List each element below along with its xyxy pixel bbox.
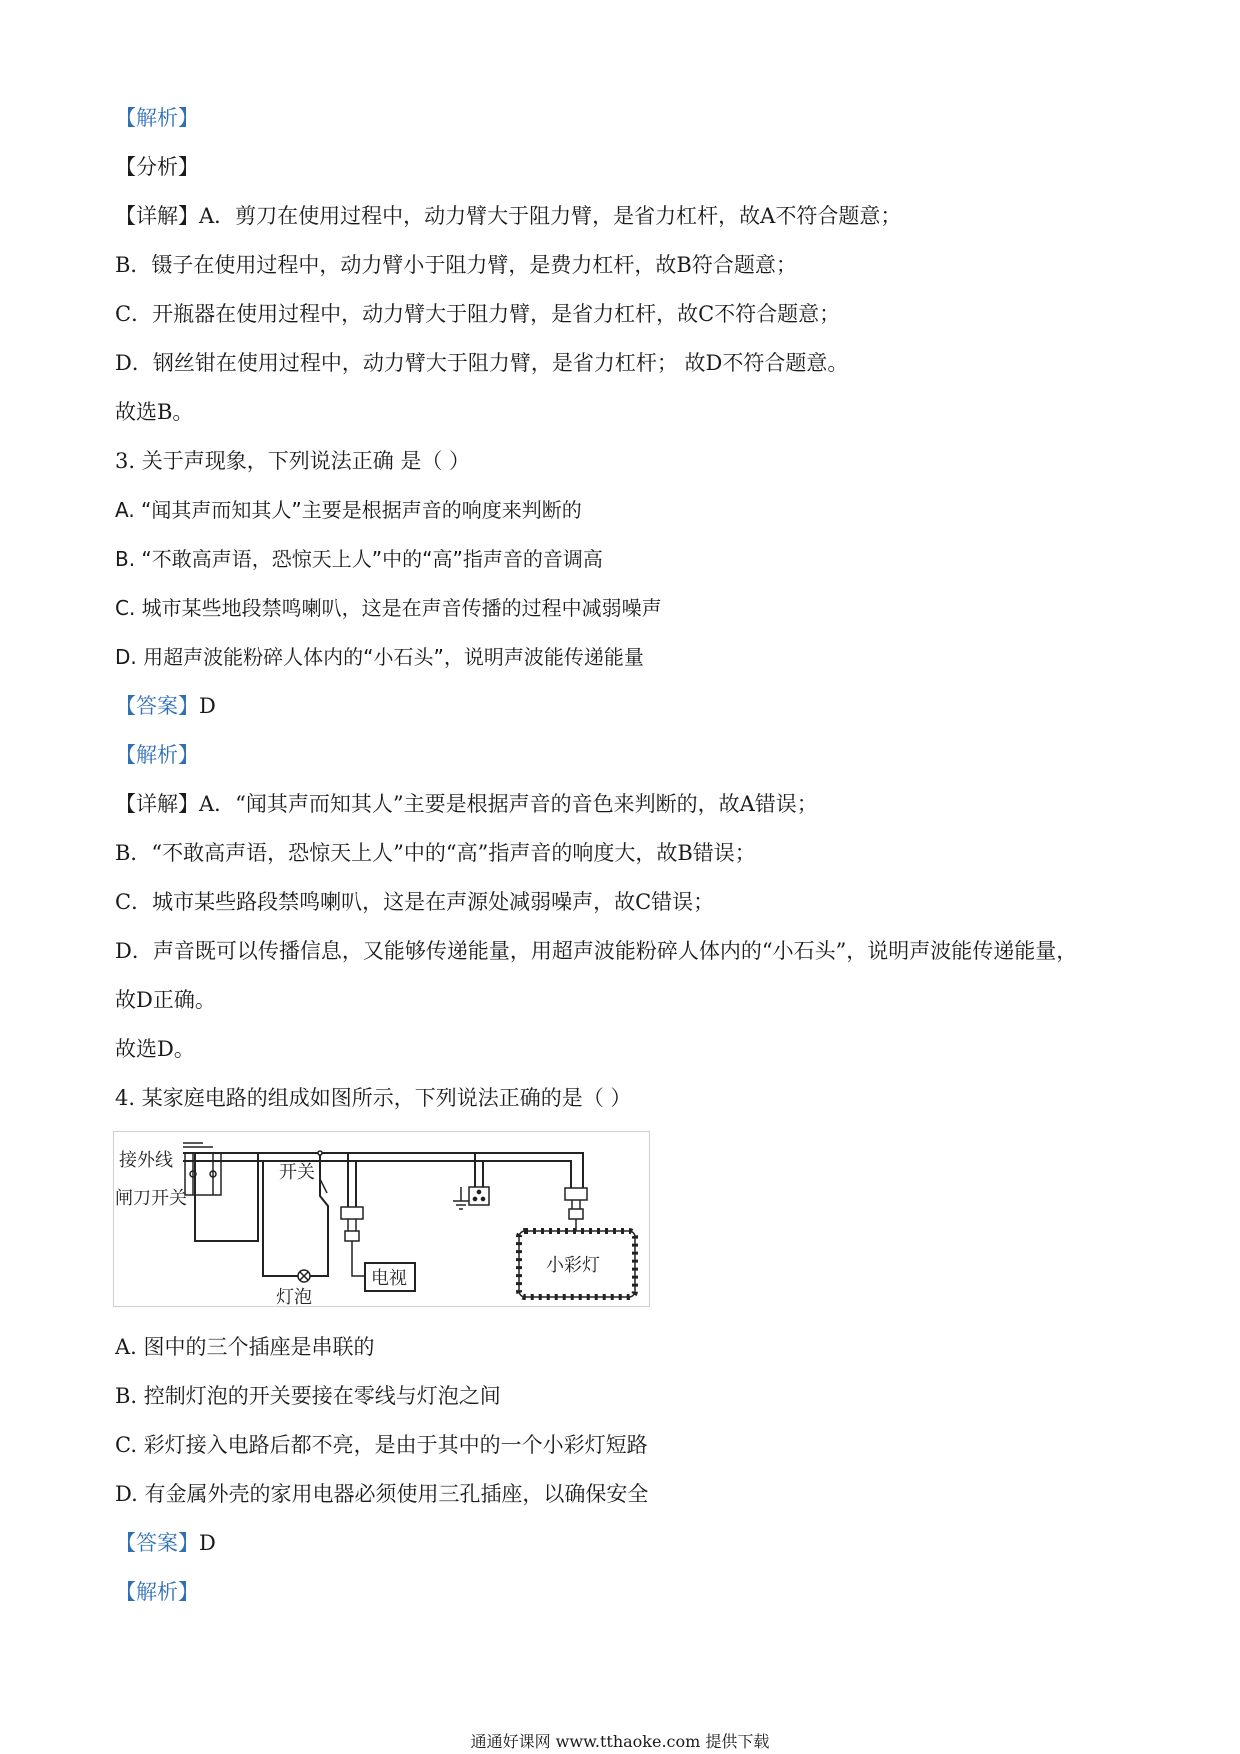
detail-tag: 【详解】 (115, 204, 199, 228)
q3-detail-tag: 【详解】 (115, 792, 199, 816)
analysis-heading (115, 104, 199, 132)
q4-option-d: D. 有金属外壳的家用电器必须使用三孔插座，以确保安全 (115, 1482, 649, 1506)
label-lights: 小彩灯 (546, 1255, 600, 1276)
detail-line-b: B．镊子在使用过程中，动力臂小于阻力臂，是费力杠杆，故B符合题意； (115, 253, 797, 277)
q3-detail-text: A．“闻其声而知其人”主要是根据声音的音色来判断的，故A错误； (199, 792, 818, 816)
q3-answer (115, 692, 216, 720)
q3-option-d: D. 用超声波能粉碎人体内的“小石头”，说明声波能传递能量 (115, 645, 644, 669)
label-bulb: 灯泡 (276, 1287, 312, 1307)
q4-answer (115, 1529, 216, 1557)
bulb-icon (298, 1270, 310, 1282)
q3-detail-d-cont: 故D正确。 (115, 988, 216, 1012)
q4-answer-value: D (199, 1531, 216, 1555)
q3-option-b: B. “不敢高声语，恐惊天上人”中的“高”指声音的音调高 (115, 547, 603, 571)
q3-detail-b: B．“不敢高声语，恐惊天上人”中的“高”指声音的响度大，故B错误； (115, 841, 756, 865)
label-knife-switch: 闸刀开关 (115, 1188, 187, 1209)
detail-line-c: C．开瓶器在使用过程中，动力臂大于阻力臂，是省力杠杆，故C不符合题意； (115, 302, 841, 326)
fenxi-tag: 【分析】 (115, 155, 199, 179)
label-outer-line: 接外线 (119, 1150, 173, 1171)
q3-analysis-tag: 【解析】 (115, 743, 199, 767)
q3-detail-d: D．声音既可以传播信息，又能够传递能量，用超声波能粉碎人体内的“小石头”，说明声波能传递能量， (115, 939, 1078, 963)
detail-text: A．剪刀在使用过程中，动力臂大于阻力臂，是省力杠杆，故A不符合题意； (199, 204, 902, 228)
q4-stem: 4. 某家庭电路的组成如图所示，下列说法正确的是（ ） (115, 1086, 632, 1110)
detail-line-a (115, 202, 901, 230)
q3-detail-a (115, 790, 818, 818)
q4-answer-tag: 【答案】 (115, 1531, 199, 1555)
q4-analysis (115, 1578, 199, 1606)
q4-option-b: B. 控制灯泡的开关要接在零线与灯泡之间 (115, 1384, 501, 1408)
q3-conclusion: 故选D。 (115, 1037, 195, 1061)
q3-answer-tag: 【答案】 (115, 694, 199, 718)
circuit-figure (113, 1131, 650, 1307)
q3-stem: 3. 关于声现象，下列说法正确 是（ ） (115, 449, 471, 473)
three-pin-socket-icon (469, 1187, 489, 1205)
q3-detail-c: C．城市某些路段禁鸣喇叭，这是在声源处减弱噪声，故C错误； (115, 890, 715, 914)
fenxi-heading (115, 153, 199, 181)
q3-answer-value: D (199, 694, 216, 718)
page-footer: 通通好课网 www.tthaoke.com 提供下载 (470, 1732, 770, 1751)
detail-line-d: D．钢丝钳在使用过程中，动力臂大于阻力臂，是省力杠杆； 故D不符合题意。 (115, 351, 849, 375)
analysis-tag: 【解析】 (115, 106, 199, 130)
q3-option-a: A. “闻其声而知其人”主要是根据声音的响度来判断的 (115, 498, 582, 522)
q3-option-c: C. 城市某些地段禁鸣喇叭，这是在声音传播的过程中减弱噪声 (115, 596, 662, 620)
q3-analysis (115, 741, 199, 769)
conclusion-line: 故选B。 (115, 400, 194, 424)
q4-analysis-tag: 【解析】 (115, 1580, 199, 1604)
label-tv: 电视 (371, 1268, 407, 1289)
q4-option-a: A. 图中的三个插座是串联的 (115, 1335, 375, 1359)
label-switch: 开关 (279, 1162, 315, 1183)
q4-option-c: C. 彩灯接入电路后都不亮，是由于其中的一个小彩灯短路 (115, 1433, 648, 1457)
